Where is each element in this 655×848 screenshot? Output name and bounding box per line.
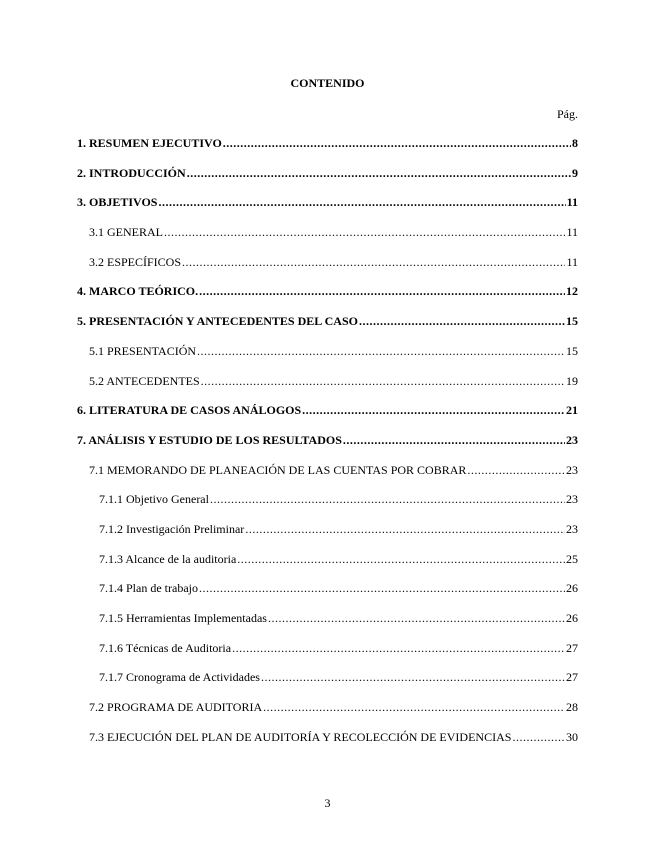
toc-entry-title: 7.1 MEMORANDO DE PLANEACIÓN DE LAS CUENTAS POR COBRAR: [89, 462, 467, 477]
toc-entry[interactable]: [77, 128, 578, 158]
toc-entry-title: 7.1.4 Plan de trabajo: [99, 581, 198, 596]
page-title: CONTENIDO: [290, 76, 365, 90]
toc-entry-title: 7.2 PROGRAMA DE AUDITORIA: [89, 700, 263, 715]
toc-entry-page: 19: [566, 373, 578, 388]
toc-entry-page: 21: [566, 403, 578, 418]
toc-entry-page: 23: [566, 462, 578, 477]
toc-entry[interactable]: [77, 573, 578, 603]
dot-leader: [199, 284, 565, 299]
toc-entry[interactable]: [77, 603, 578, 633]
toc-entry-page: 28: [566, 700, 578, 715]
toc-entry-page: 27: [566, 640, 578, 655]
toc-entry-page: 23: [566, 492, 578, 507]
toc-entry-title: 7.1.3 Alcance de la auditoria: [99, 551, 237, 566]
toc-entry-title: 5.1 PRESENTACIÓN: [89, 343, 197, 358]
toc-entry-page: 23: [566, 432, 578, 447]
toc-entry[interactable]: [77, 158, 578, 188]
dot-leader: [268, 611, 565, 626]
toc-entry[interactable]: [77, 514, 578, 544]
toc-entry-page: 26: [566, 581, 578, 596]
toc-entry-title: 6. LITERATURA DE CASOS ANÁLOGOS: [77, 403, 302, 418]
toc-entry[interactable]: [77, 217, 578, 247]
dot-leader: [467, 463, 565, 478]
page-column-label: Pág.: [557, 107, 578, 121]
toc-entry-page: 26: [566, 611, 578, 625]
dot-leader: [237, 552, 565, 567]
toc-entry[interactable]: [77, 722, 578, 752]
toc-entry-title: 3.2 ESPECÍFICOS: [89, 254, 182, 269]
toc-entry-title: 7.1.1 Objetivo General: [99, 492, 209, 507]
dot-leader: [261, 670, 565, 685]
toc-entry-title: 3. OBJETIVOS: [77, 195, 158, 210]
toc-entry[interactable]: [77, 455, 578, 485]
toc-entry-page: 11: [566, 195, 578, 210]
toc-entry[interactable]: [77, 484, 578, 514]
dot-leader: [210, 492, 565, 507]
toc-entry-page: 27: [566, 670, 578, 685]
toc-entry-title: 7.1.6 Técnicas de Auditoria: [99, 640, 232, 655]
dot-leader: [359, 314, 565, 329]
toc-entry-title: 7.1.7 Cronograma de Actividades: [99, 670, 260, 685]
toc-entry-title: 5. PRESENTACIÓN Y ANTECEDENTES DEL CASO: [77, 314, 358, 329]
dot-leader: [197, 344, 565, 359]
toc-entry-page: 23: [566, 521, 578, 536]
toc-entry-title: 7.3 EJECUCIÓN DEL PLAN DE AUDITORÍA Y RECOLECCIÓN DE EVIDENCIAS: [89, 729, 512, 744]
dot-leader: [343, 433, 565, 448]
toc-entry-page: 9: [572, 165, 578, 180]
dot-leader: [512, 730, 565, 745]
toc-entry-page: 25: [566, 551, 578, 566]
toc-entry[interactable]: [77, 187, 578, 217]
toc-entry[interactable]: [77, 276, 578, 306]
toc-entry-page: 11: [566, 225, 578, 240]
dot-leader: [302, 403, 565, 418]
toc-entry-title: 7.1.2 Investigación Preliminar: [99, 521, 245, 536]
dot-leader: [232, 641, 565, 656]
toc-entry-title: 1. RESUMEN EJECUTIVO: [77, 136, 222, 150]
toc-entry[interactable]: [77, 395, 578, 425]
toc-entry-title: 4. MARCO TEÓRICO.: [77, 284, 199, 299]
toc-entry-page: 15: [566, 343, 578, 358]
toc-entry[interactable]: [77, 544, 578, 574]
toc-entry-title: 2. INTRODUCCIÓN: [77, 165, 186, 180]
toc-entry-page: 30: [566, 729, 578, 744]
dot-leader: [158, 195, 565, 210]
toc-entry[interactable]: [77, 692, 578, 722]
dot-leader: [223, 136, 571, 151]
table-of-contents: [77, 128, 578, 751]
toc-entry[interactable]: [77, 306, 578, 336]
toc-entry[interactable]: [77, 336, 578, 366]
dot-leader: [199, 581, 565, 596]
dot-leader: [164, 225, 565, 240]
toc-entry[interactable]: [77, 662, 578, 692]
toc-entry[interactable]: [77, 247, 578, 277]
dot-leader: [187, 166, 571, 181]
toc-entry-title: 5.2 ANTECEDENTES: [89, 373, 200, 388]
toc-entry-page: 12: [566, 284, 578, 299]
dot-leader: [245, 522, 565, 537]
toc-entry[interactable]: [77, 425, 578, 455]
dot-leader: [263, 700, 565, 715]
toc-entry-page: 8: [572, 136, 578, 150]
toc-entry-page: 15: [566, 314, 578, 329]
page-number: 3: [324, 796, 331, 810]
toc-entry[interactable]: [77, 366, 578, 396]
dot-leader: [182, 255, 565, 270]
toc-entry[interactable]: [77, 633, 578, 663]
dot-leader: [201, 374, 565, 389]
toc-entry-title: 7. ANÁLISIS Y ESTUDIO DE LOS RESULTADOS: [77, 432, 342, 447]
toc-entry-title: 7.1.5 Herramientas Implementadas: [99, 611, 267, 625]
toc-entry-page: 11: [566, 254, 578, 269]
toc-entry-title: 3.1 GENERAL: [89, 225, 163, 240]
